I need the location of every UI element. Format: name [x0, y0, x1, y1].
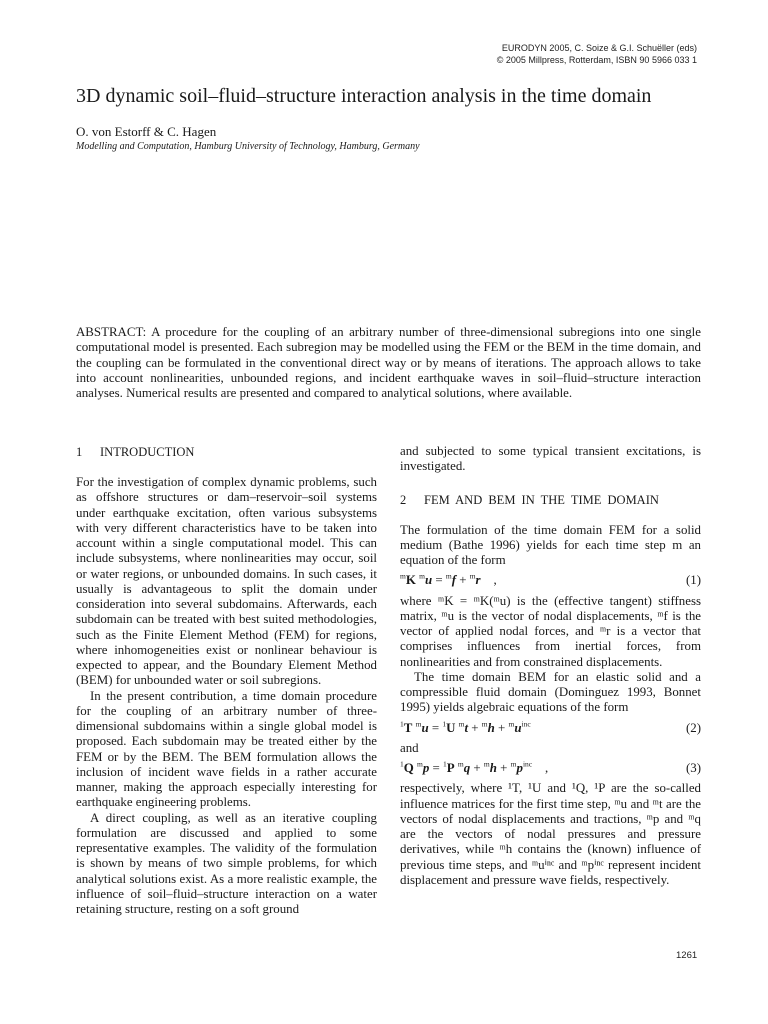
affiliation: Modelling and Computation, Hamburg University of Technology, Hamburg, Germany: [76, 141, 420, 152]
section-heading-fem-bem: [400, 492, 701, 508]
paragraph: The time domain BEM for an elastic solid and a compressible fluid domain (Dominguez 1993, Bonnet 1995) yields algebraic equations of the form: [400, 669, 701, 715]
section-title: FEM AND BEM IN THE TIME DOMAIN: [424, 492, 659, 507]
equation-1: [400, 573, 701, 588]
paragraph: respectively, where ¹T, ¹U and ¹Q, ¹P are the so-called influence matrices for the first time step, ᵐu and ᵐt are the vectors of nodal displacements and tractions, ᵐp and ᵐq are the vectors of nodal pressures and pressure derivatives, while ᵐh contains the (known) influence of previous time steps, and ᵐuⁱⁿᶜ and ᵐpⁱⁿᶜ represent incident displacement and pressure wave fields, respectively.: [400, 781, 701, 887]
authors: O. von Estorff & C. Hagen: [76, 124, 217, 139]
equation-2: [400, 721, 701, 736]
paragraph: The formulation of the time domain FEM for a solid medium (Bathe 1996) yields for each time step m an equation of the form: [400, 522, 701, 567]
paragraph: For the investigation of complex dynamic problems, such as offshore structures or dam–reservoir–soil systems under earthquake excitation, often various subsystems with very different characteristics have to be taken into account within a single computational model. This can include subsystems, where nonlinearities may occur, soil or water regions, or unbounded domains. In such cases, it usually is advantageous to split the domain under consideration into several subdomains. Afterwards, each subdomain can be treated with best suited methodologies, such as the Finite Element Method (FEM) for regions, where inhomogeneities exist or nonlinear behaviour is expected to appear, and the Boundary Element Method (BEM) for unbounded water or soil subregions.: [76, 475, 377, 688]
paragraph: A direct coupling, as well as an iterative coupling formulation are discussed and applied to some representative examples. The validity of the formulation is shown by means of two simple problems, for which analytical solutions exist. As a more realistic example, the influence of soil–fluid–structure interaction on a water retaining structure, resting on a soft ground: [76, 810, 377, 916]
copyright-line: © 2005 Millpress, Rotterdam, ISBN 90 5966 033 1: [496, 55, 697, 65]
equation-body: $^1$T $^m$u = $^1$U $^mt + ^mh + ^mu^{inc}$: [400, 719, 531, 735]
and-text: and: [400, 740, 419, 755]
section-title: INTRODUCTION: [100, 445, 195, 459]
paragraph: and subjected to some typical transient excitations, is investigated.: [400, 444, 701, 474]
section-heading-introduction: [76, 444, 377, 460]
section-number: 2: [400, 492, 407, 507]
right-column: [400, 444, 701, 888]
equation-3: [400, 761, 701, 776]
conference-header: [497, 42, 697, 66]
paragraph: where ᵐK = ᵐK(ᵐu) is the (effective tangent) stiffness matrix, ᵐu is the vector of nodal displacements, ᵐf is the vector of applied nodal forces, and ᵐr is a vector that comprises influences from inertial forces, from nonlinearities and from constrained displacements.: [400, 593, 701, 669]
left-column: [76, 444, 377, 917]
section-number: 1: [76, 445, 83, 459]
abstract: ABSTRACT: A procedure for the coupling of an arbitrary number of three-dimensional subregions into one single computational model is presented. Each subregion may be modelled using the FEM or the BEM in the time domain, and the coupling can be formulated in the conventional direct way or by means of iterations. The approach allows to take into account nonlinearities, unbounded regions, and incident earthquake waves in soil–fluid–structure interaction analyses. Numerical results are presented and compared to analytical solutions, where available.: [76, 325, 701, 401]
paragraph: In the present contribution, a time domain procedure for the coupling of an arbitrary number of three-dimensional subdomains within a single global model is proposed. Each subdomain may be treated either by the FEM or by the BEM. The BEM formulation allows the inclusion of incident wave fields in a rather accurate manner, making the approach especially interesting for earthquake engineering problems.: [76, 688, 377, 810]
equation-body: $^m$K $^m$u = $^m$f + $^m$r ,: [400, 571, 497, 588]
equation-number: (3): [685, 761, 701, 775]
equation-number: (1): [685, 573, 701, 588]
equation-body: $^1$Q $^m$p = $^1$P $^mq + ^mh + ^mp^{inc}$ ,: [400, 759, 549, 775]
paper-title: 3D dynamic soil–fluid–structure interaction analysis in the time domain: [76, 85, 652, 107]
equation-number: (2): [685, 720, 701, 735]
conference-line: EURODYN 2005, C. Soize & G.I. Schuëller (eds): [501, 43, 697, 53]
page-number: 1261: [676, 950, 698, 961]
